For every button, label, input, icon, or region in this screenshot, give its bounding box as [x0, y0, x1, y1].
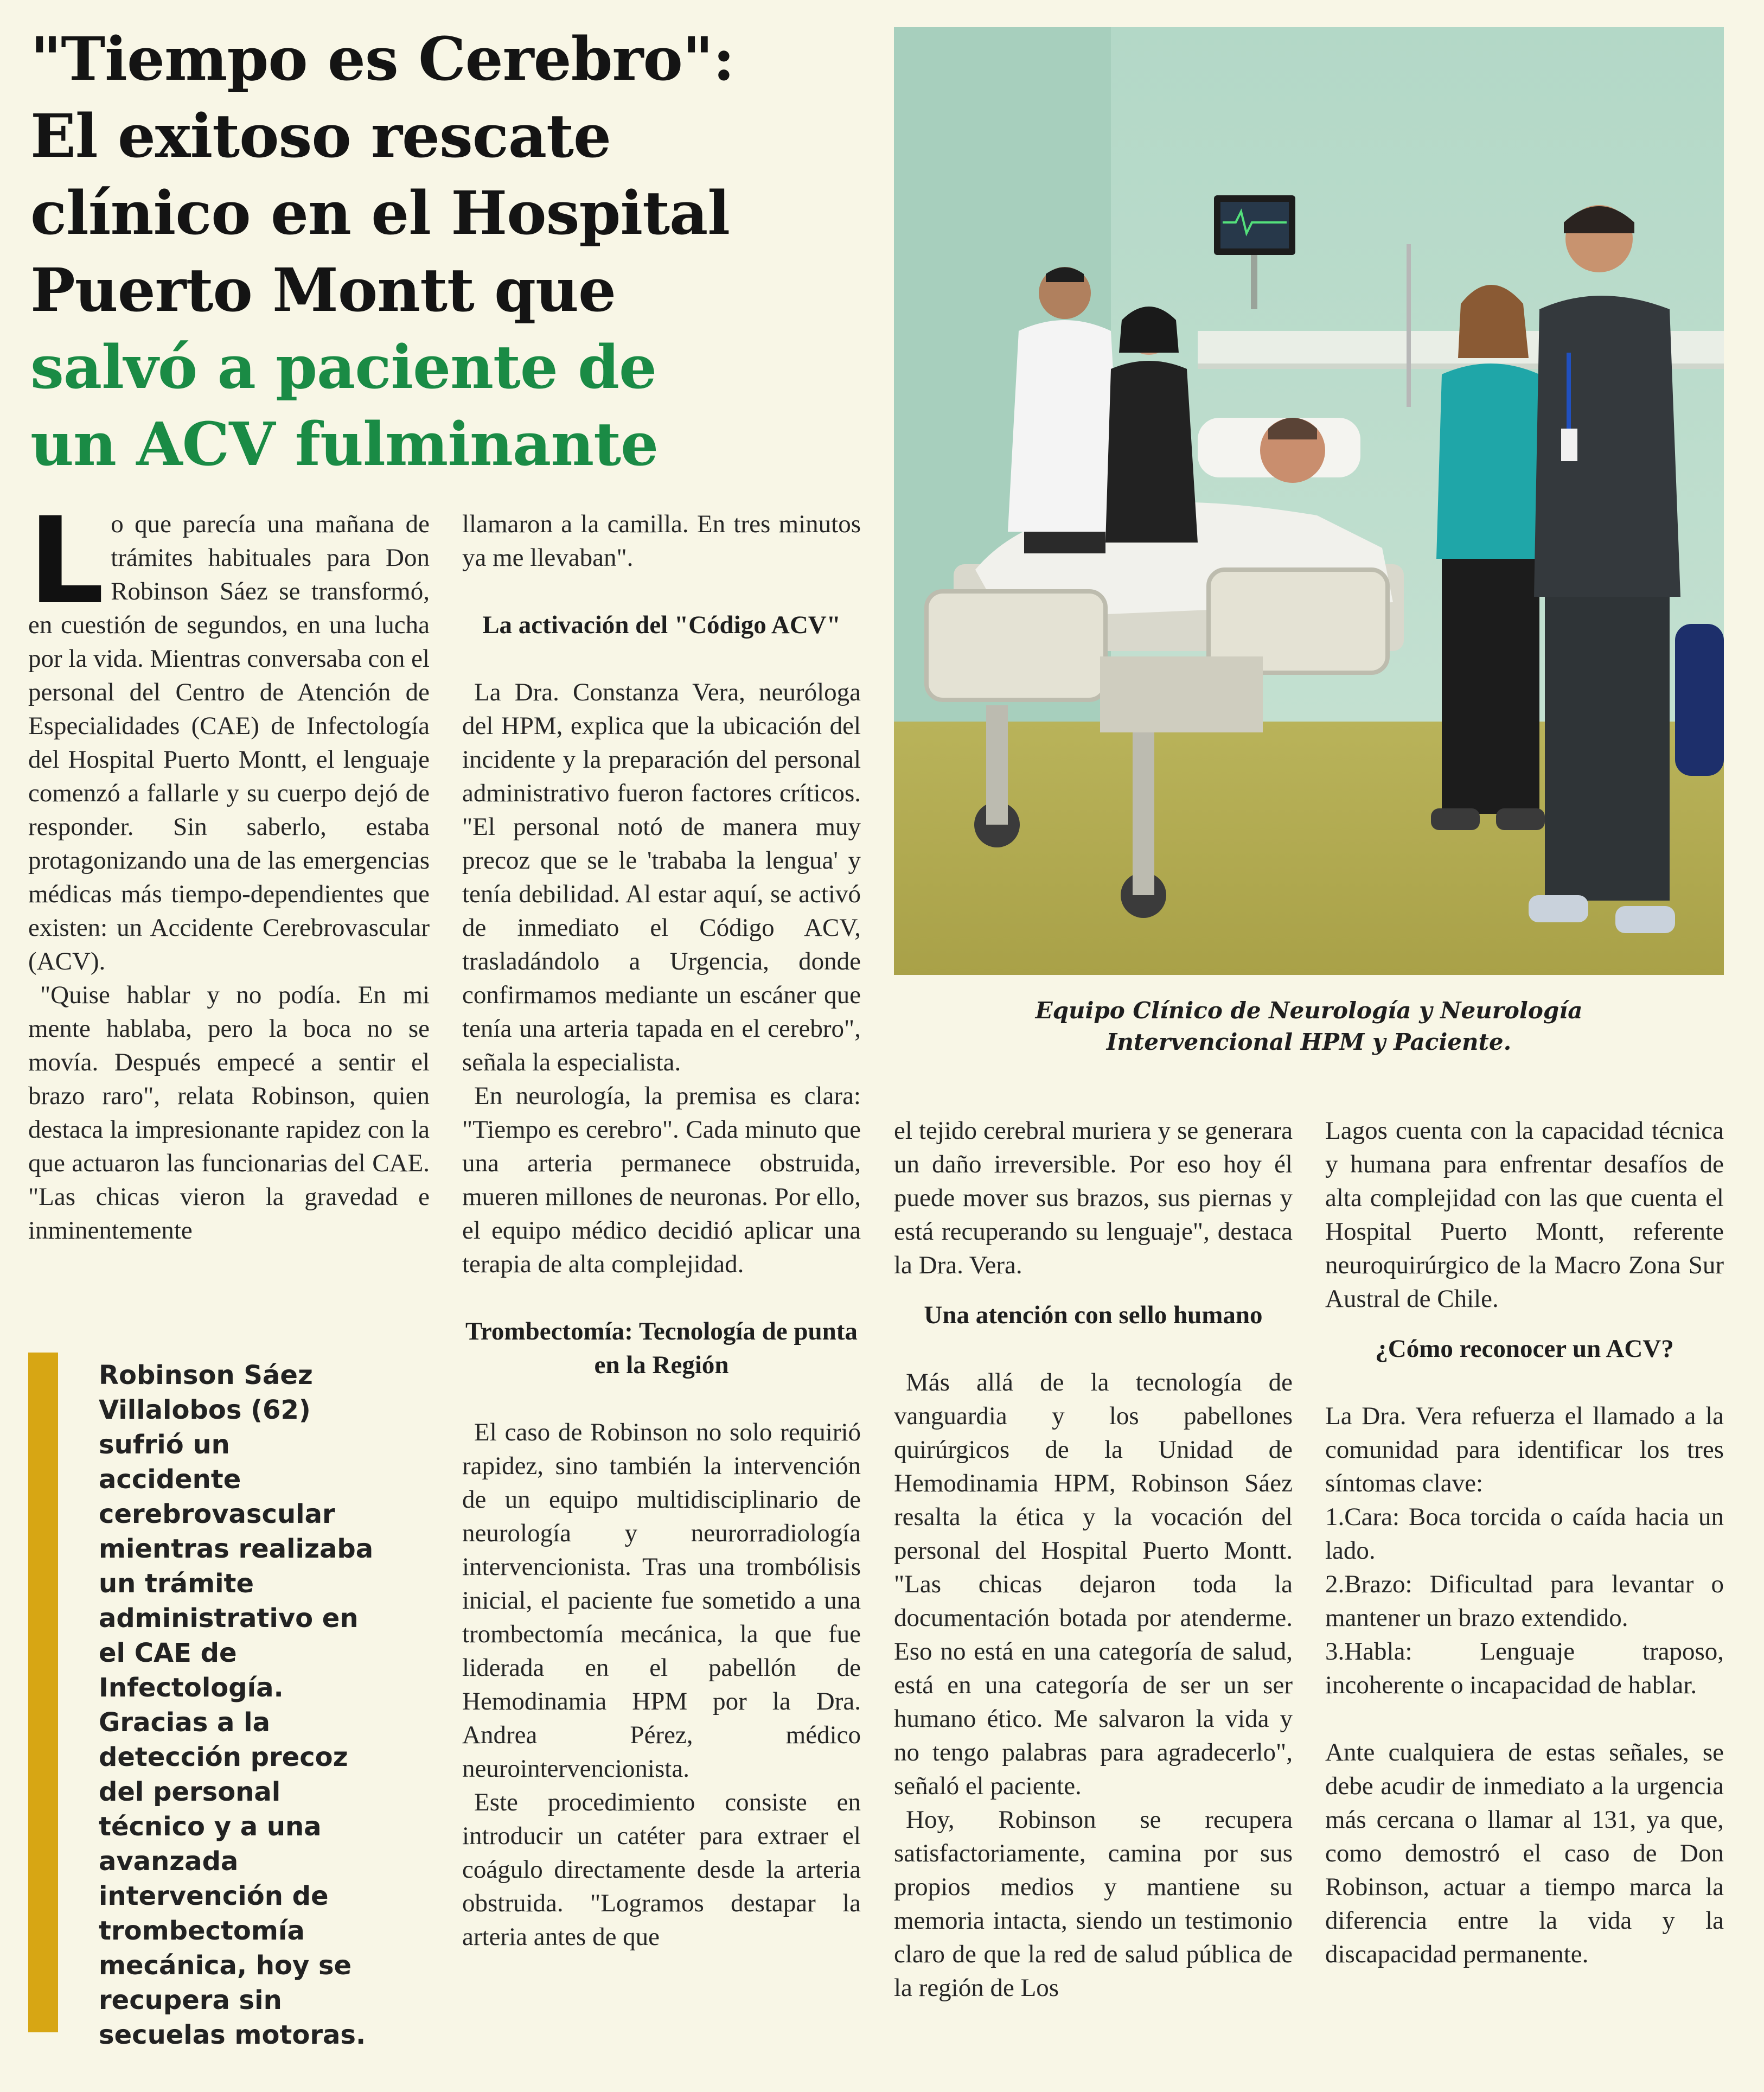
paragraph: El caso de Robinson no solo requirió rapidez, sino también la intervención de un equipo multidisciplinario de neurología y neurorradiología intervencionista. Tras una trombólisis inicial, el paciente fue sometido a una trombectomía mecánica, la que fue liderada en el pabellón de Hemodinamia HPM por la Dra. Andrea Pérez, médico neurointervencionista. — [462, 1418, 861, 1783]
headline — [30, 21, 877, 483]
article-column-4 — [1325, 1114, 1724, 1971]
hospital-room-illustration — [894, 27, 1724, 975]
section-heading: Trombectomía: Tecnología de punta en la Región — [465, 1317, 858, 1379]
paragraph: el tejido cerebral muriera y se generara un daño irreversible. Por eso hoy él puede mover sus brazos, sus piernas y está recuperando su lenguaje", destaca la Dra. Vera. — [894, 1117, 1293, 1279]
paragraph: Lagos cuenta con la capacidad técnica y humana para enfrentar desafíos de alta complejidad con las que cuenta el Hospital Puerto Montt, referente neuroquirúrgico de la Macro Zona Sur Austral de Chile. — [1325, 1117, 1724, 1313]
paragraph: Este procedimiento consiste en introducir un catéter para extraer el coágulo directamente desde la arteria obstruida. "Logramos destapar la arteria antes de que — [462, 1788, 861, 1951]
accent-bar — [28, 1353, 58, 2032]
headline-line: Puerto Montt que — [30, 255, 616, 325]
article-column-1 — [28, 492, 430, 1247]
article-column-2 — [462, 507, 861, 1954]
article-column-3 — [894, 1114, 1293, 2005]
drop-cap: L — [28, 492, 105, 630]
headline-line-green: un ACV fulminante — [30, 409, 659, 479]
headline-line-green: salvó a paciente de — [30, 332, 657, 402]
headline-line: "Tiempo es Cerebro": — [30, 24, 734, 94]
paragraph: llamaron a la camilla. En tres minutos ya me llevaban". — [462, 510, 861, 572]
caption-line: Intervencional HPM y Paciente. — [1106, 1029, 1512, 1055]
section-heading: ¿Cómo reconocer un ACV? — [1375, 1335, 1674, 1363]
paragraph: La Dra. Vera refuerza el llamado a la comunidad para identificar los tres síntomas clave: — [1325, 1402, 1724, 1497]
paragraph: Hoy, Robinson se recupera satisfactoriamente, camina por sus propios medios y mantiene su memoria intacta, siendo un testimonio claro de que la red de salud pública de la región de Los — [894, 1806, 1293, 2002]
photo-caption — [894, 995, 1724, 1058]
list-item: 2.Brazo: Dificultad para levantar o mantener un brazo extendido. — [1325, 1570, 1724, 1632]
caption-line: Equipo Clínico de Neurología y Neurología — [1035, 997, 1583, 1024]
paragraph: Ante cualquiera de estas señales, se debe acudir de inmediato a la urgencia más cercana o llamar al 131, ya que, como demostró el caso de Don Robinson, actuar a tiempo marca la diferencia entre la vida y la discapacidad permanente. — [1325, 1738, 1724, 1968]
section-heading: Una atención con sello humano — [924, 1301, 1263, 1329]
headline-line: El exitoso rescate — [30, 101, 611, 171]
paragraph: "Quise hablar y no podía. En mi mente hablaba, pero la boca no se movía. Después empecé a sentir el brazo raro", relata Robinson, quien destaca la impresionante rapidez con la que actuaron las funcionarias del CAE. "Las chicas vieron la gravedad e inminentemente — [28, 981, 430, 1245]
paragraph: o que parecía una mañana de trámites habituales para Don Robinson Sáez se transformó, en cuestión de segundos, en una lucha por la vida. Mientras conversaba con el personal del Centro de Atención de Especialidades (CAE) de Infectología del Hospital Puerto Montt, el lenguaje comenzó a fallarle y su cuerpo dejó de responder. Sin saberlo, estaba protagonizando una de las emergencias médicas más tiempo-dependientes que existen: un Accidente Cerebrovascular (ACV). — [28, 510, 430, 975]
headline-line: clínico en el Hospital — [30, 178, 730, 248]
paragraph: En neurología, la premisa es clara: "Tiempo es cerebro". Cada minuto que una arteria permanece obstruida, mueren millones de neuronas. Por ello, el equipo médico decidió aplicar una terapia de alta complejidad. — [462, 1082, 861, 1278]
paragraph: Más allá de la tecnología de vanguardia y los pabellones quirúrgicos de la Unidad de Hemodinamia HPM, Robinson Sáez resalta la ética y la vocación del personal del Hospital Puerto Montt. "Las chicas dejaron toda la documentación botada por atenderme. Eso no está en una categoría de salud, está en una categoría de ser un ser humano ético. Me salvaron la vida y no tengo palabras para agradecerlo", señaló el paciente. — [894, 1368, 1293, 1800]
list-item: 1.Cara: Boca torcida o caída hacia un lado. — [1325, 1503, 1724, 1565]
highlight-text: Robinson Sáez Villalobos (62) sufrió un accidente cerebrovascular mientras realizaba un trámite administrativo en el CAE de Infectología. Gracias a la detección precoz del personal técnico y a una avanzada intervención de trombectomía mecánica, hoy se recupera sin secuelas motoras. — [99, 1360, 374, 2050]
paragraph: La Dra. Constanza Vera, neuróloga del HPM, explica que la ubicación del incidente y la preparación del personal administrativo fueron factores críticos. "El personal notó de manera muy precoz que se le 'trababa la lengua' y tenía debilidad. Al estar aquí, se activó de inmediato el Código ACV, trasladándolo a Urgencia, donde confirmamos mediante un escáner que tenía una arteria tapada en el cerebro", señala la especialista. — [462, 678, 861, 1076]
highlight-box — [28, 1353, 375, 2050]
section-heading: La activación del "Código ACV" — [482, 611, 841, 639]
list-item: 3.Habla: Lenguaje traposo, incoherente o incapacidad de hablar. — [1325, 1637, 1724, 1699]
team-photo — [894, 27, 1724, 975]
